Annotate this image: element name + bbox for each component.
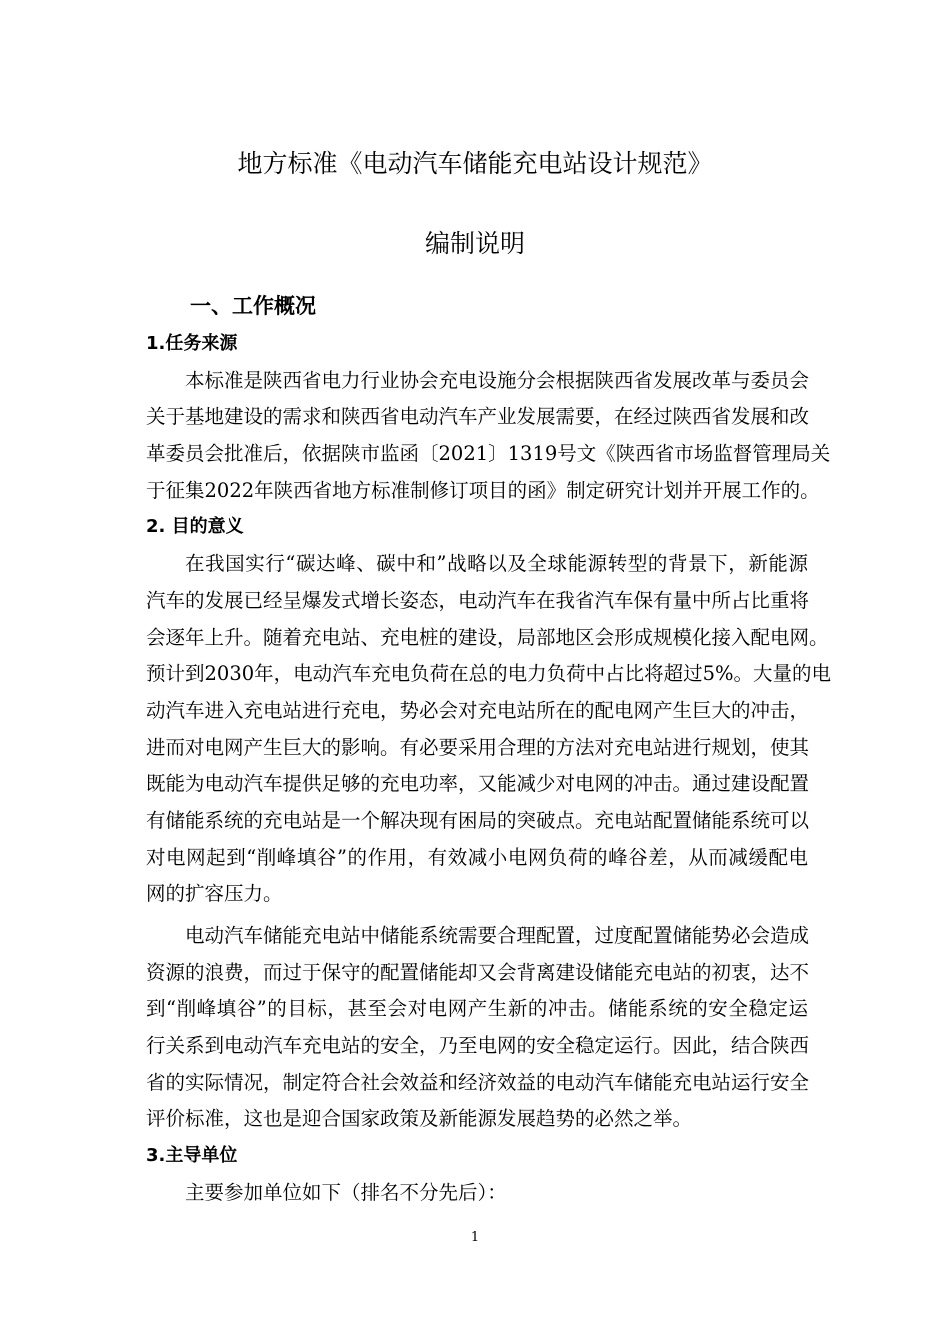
section-heading: 一、工作概况 bbox=[190, 294, 316, 318]
paragraph bbox=[146, 918, 808, 1138]
paragraph bbox=[146, 546, 832, 913]
text-line: 资源的浪费，而过于保守的配置储能却又会背离建设储能充电站的初衷，达不 bbox=[146, 960, 810, 984]
text-line: 关于基地建设的需求和陕西省电动汽车产业发展需要，在经过陕西省发展和改 bbox=[146, 405, 810, 429]
text-line: 行关系到电动汽车充电站的安全，乃至电网的安全稳定运行。因此，结合陕西 bbox=[146, 1034, 810, 1058]
text-line: 预计到2030年，电动汽车充电负荷在总的电力负荷中占比将超过5%。大量的电 bbox=[146, 662, 832, 686]
text-line: 省的实际情况，制定符合社会效益和经济效益的电动汽车储能充电站运行安全 bbox=[146, 1070, 810, 1094]
text-line: 电动汽车储能充电站中储能系统需要合理配置，过度配置储能势必会造成 bbox=[185, 924, 810, 947]
document-body bbox=[146, 326, 832, 1212]
document-title: 地方标准《电动汽车储能充电站设计规范》 bbox=[237, 149, 713, 178]
subsection-heading: 1.任务来源 bbox=[146, 333, 238, 354]
text-line: 会逐年上升。随着充电站、充电桩的建设，局部地区会形成规模化接入配电网。 bbox=[146, 625, 829, 649]
text-line: 本标准是陕西省电力行业协会充电设施分会根据陕西省发展改革与委员会 bbox=[185, 368, 810, 392]
text-line: 评价标准，这也是迎合国家政策及新能源发展趋势的必然之举。 bbox=[146, 1107, 693, 1131]
text-line: 汽车的发展已经呈爆发式增长姿态，电动汽车在我省汽车保有量中所占比重将 bbox=[146, 588, 810, 612]
text-line: 动汽车进入充电站进行充电，势必会对充电站所在的配电网产生巨大的冲击， bbox=[146, 698, 810, 722]
subsection-heading: 3.主导单位 bbox=[146, 1145, 238, 1167]
text-line: 在我国实行“碳达峰、碳中和”战略以及全球能源转型的背景下，新能源 bbox=[185, 552, 808, 576]
subsection-heading: 2. 目的意义 bbox=[146, 516, 244, 538]
text-line: 对电网起到“削峰填谷”的作用，有效减小电网负荷的峰谷差，从而减缓配电 bbox=[146, 845, 808, 869]
text-line: 进而对电网产生巨大的影响。有必要采用合理的方法对充电站进行规划，使其 bbox=[146, 735, 810, 759]
text-line: 到“削峰填谷”的目标，甚至会对电网产生新的冲击。储能系统的安全稳定运 bbox=[146, 997, 808, 1021]
paragraph bbox=[146, 1175, 808, 1212]
document-subtitle: 编制说明 bbox=[424, 229, 525, 258]
text-line: 网的扩容压力。 bbox=[146, 882, 283, 906]
paragraph bbox=[146, 363, 831, 510]
page-number: 1 bbox=[470, 1230, 480, 1245]
text-line: 主要参加单位如下（排名不分先后）： bbox=[185, 1180, 507, 1204]
text-line: 有储能系统的充电站是一个解决现有困局的突破点。充电站配置储能系统可以 bbox=[146, 808, 810, 832]
text-line: 于征集2022年陕西省地方标准制修订项目的函》制定研究计划并开展工作的。 bbox=[146, 478, 820, 502]
text-line: 既能为电动汽车提供足够的充电功率，又能减少对电网的冲击。通过建设配置 bbox=[146, 772, 810, 796]
text-line: 革委员会批准后，依据陕市监函〔2021〕1319号文《陕西省市场监督管理局关 bbox=[146, 442, 831, 466]
